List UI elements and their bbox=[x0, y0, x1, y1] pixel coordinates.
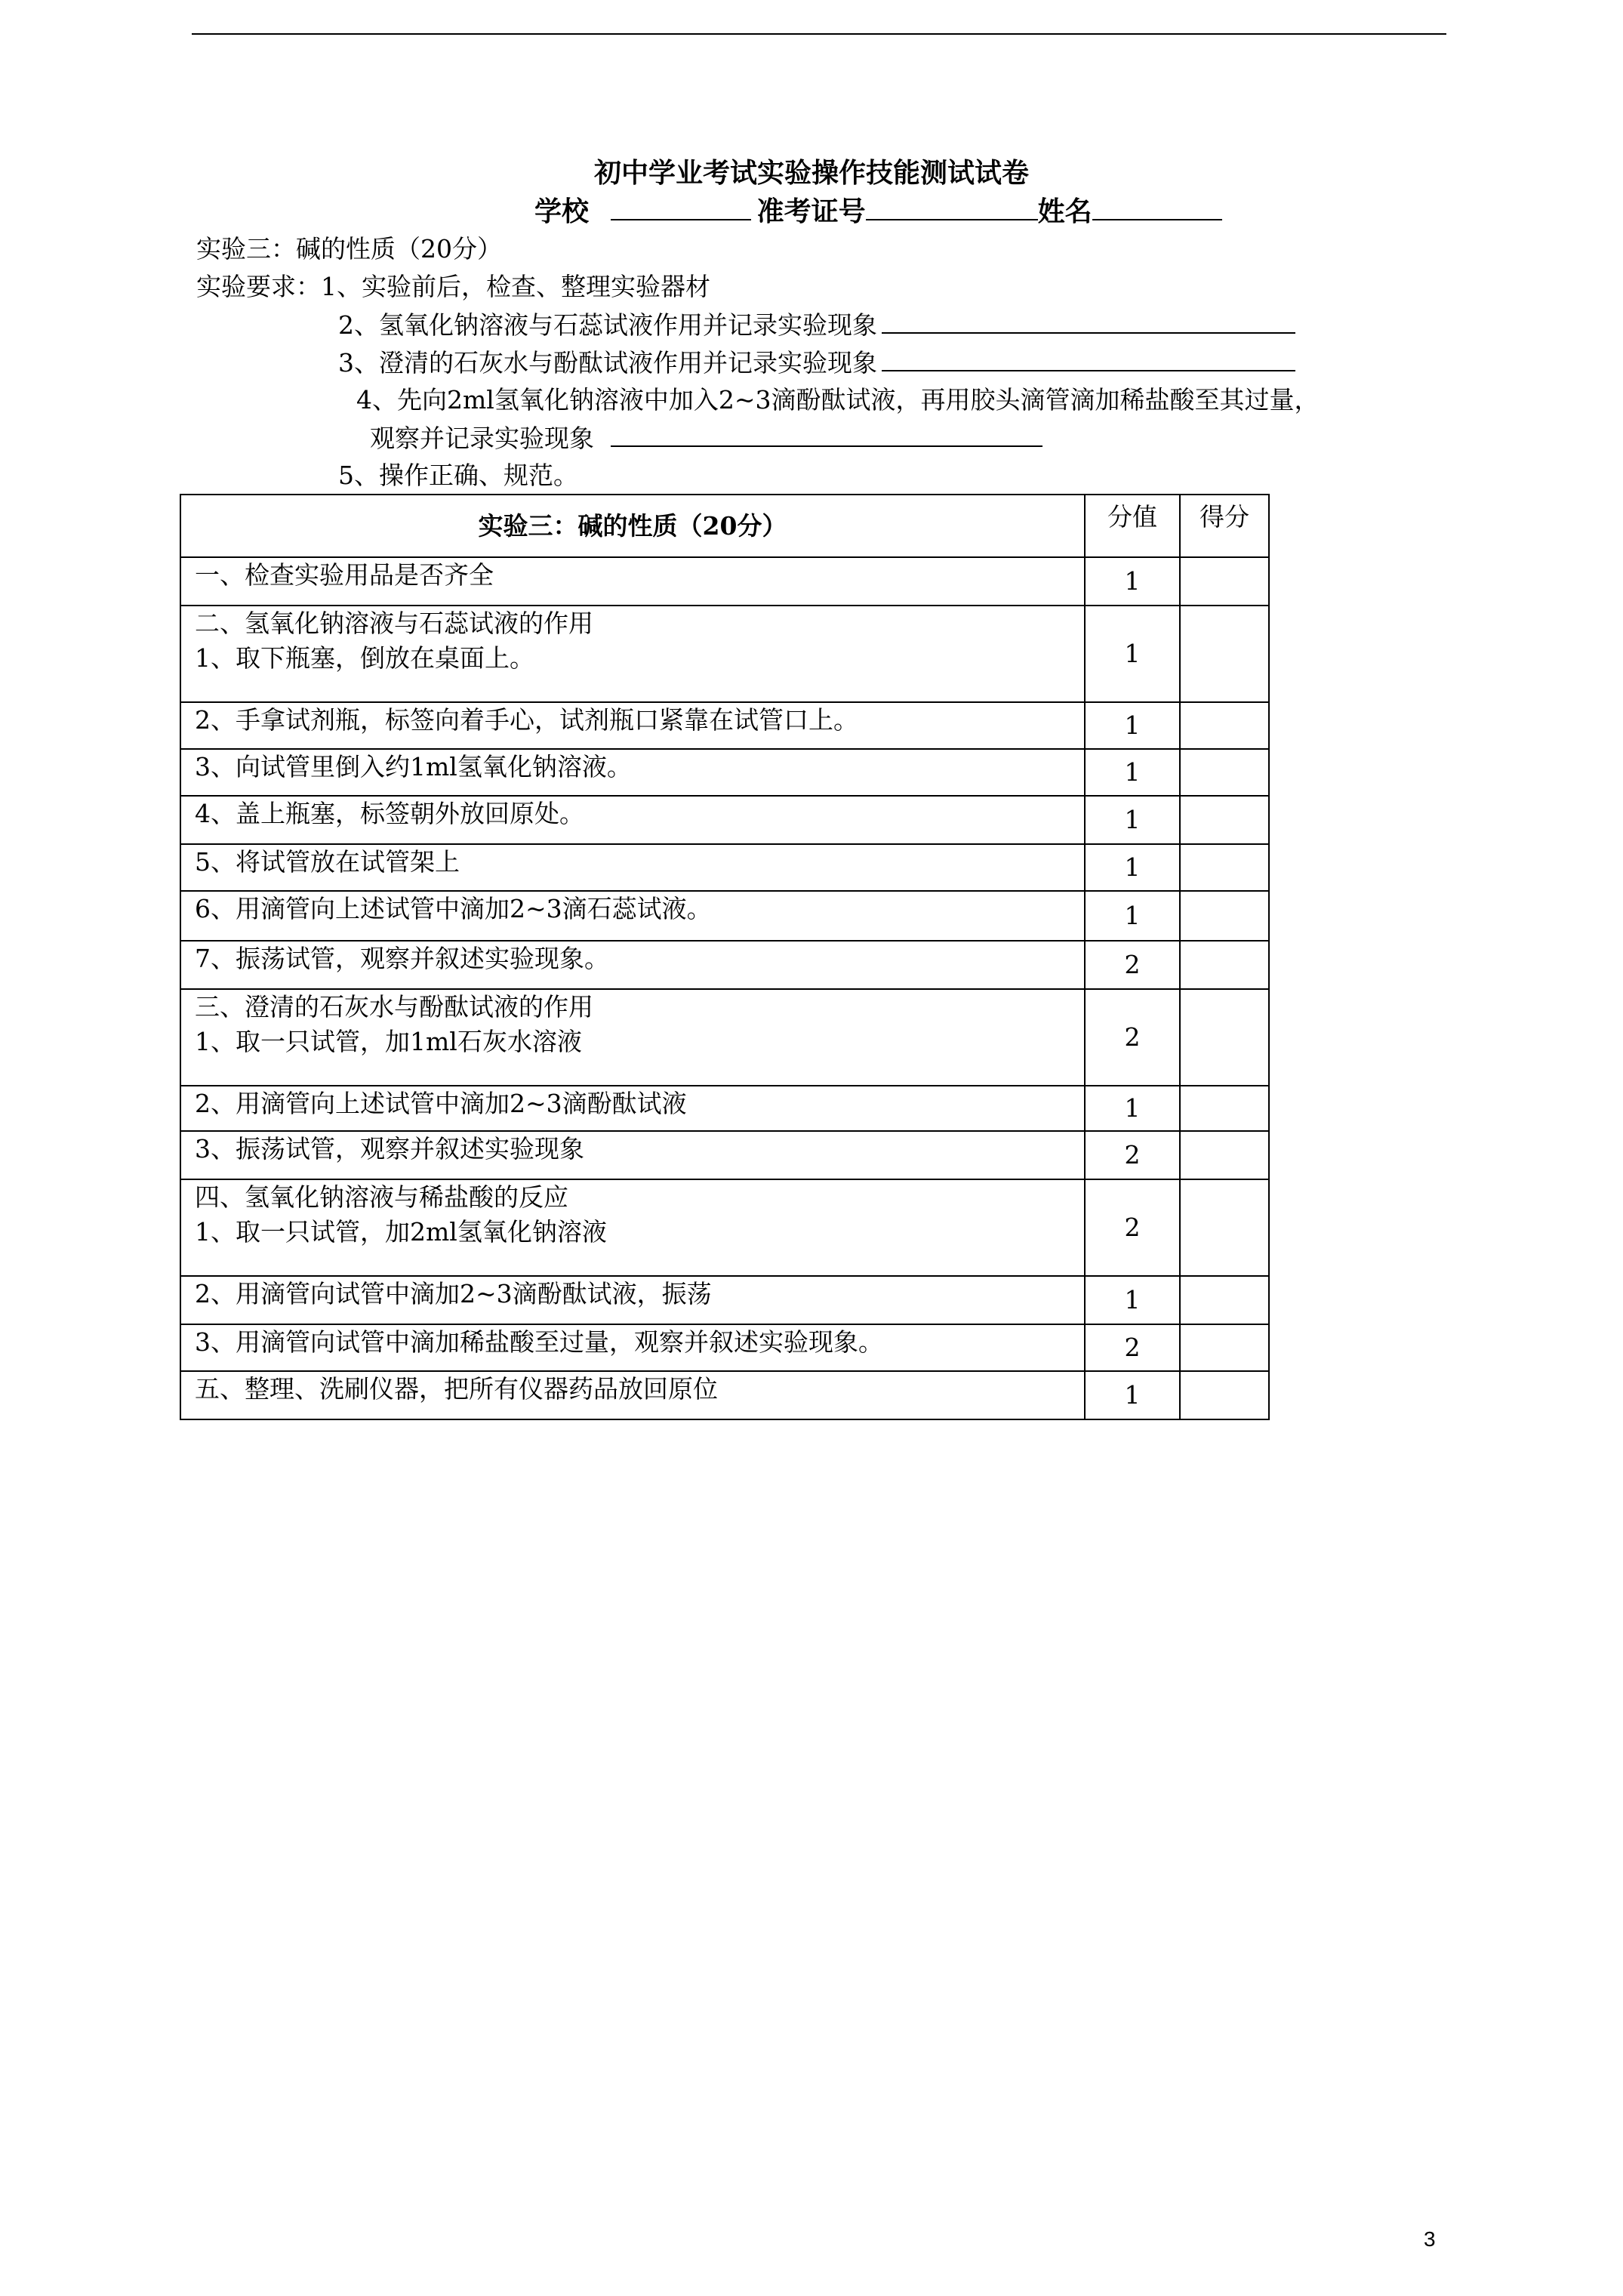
score-cell[interactable] bbox=[1180, 1179, 1269, 1276]
item-text: 7、振荡试管，观察并叙述实验现象。 bbox=[195, 944, 609, 973]
points-cell: 1 bbox=[1085, 1371, 1180, 1419]
requirements-label: 实验要求： bbox=[196, 272, 321, 301]
observation-field[interactable] bbox=[882, 344, 1295, 371]
page-number: 3 bbox=[1424, 2227, 1436, 2251]
item-cell bbox=[180, 844, 1085, 891]
points-cell: 2 bbox=[1085, 1179, 1180, 1276]
item-cell bbox=[180, 891, 1085, 941]
item-text: 3、振荡试管，观察并叙述实验现象 bbox=[195, 1134, 584, 1163]
points-cell: 1 bbox=[1085, 1086, 1180, 1131]
item-text: 1、取一只试管，加2ml氢氧化钠溶液 bbox=[195, 1217, 607, 1247]
points-cell: 1 bbox=[1085, 1276, 1180, 1324]
points-cell: 1 bbox=[1085, 796, 1180, 844]
points-cell: 1 bbox=[1085, 606, 1180, 702]
score-cell[interactable] bbox=[1180, 1324, 1269, 1371]
points-cell: 1 bbox=[1085, 844, 1180, 891]
points-cell: 1 bbox=[1085, 891, 1180, 941]
score-cell[interactable] bbox=[1180, 891, 1269, 941]
table-header-row bbox=[180, 495, 1269, 557]
requirement-line-4: 4、先向2ml氢氧化钠溶液中加入2~3滴酚酞试液，再用胶头滴管滴加稀盐酸至其过量， bbox=[356, 385, 1320, 415]
table-row bbox=[180, 1086, 1269, 1131]
score-cell[interactable] bbox=[1180, 557, 1269, 606]
points-cell: 2 bbox=[1085, 989, 1180, 1086]
requirement-text: 3、澄清的石灰水与酚酞试液作用并记录实验现象 bbox=[338, 348, 877, 378]
item-cell bbox=[180, 1324, 1085, 1371]
item-cell bbox=[180, 1371, 1085, 1419]
table-row bbox=[180, 844, 1269, 891]
score-cell[interactable] bbox=[1180, 989, 1269, 1086]
score-cell[interactable] bbox=[1180, 796, 1269, 844]
item-text: 2、用滴管向试管中滴加2~3滴酚酞试液，振荡 bbox=[195, 1279, 712, 1308]
table-row bbox=[180, 796, 1269, 844]
requirement-line-3 bbox=[338, 344, 1295, 381]
item-text: 二、氢氧化钠溶液与石蕊试液的作用 bbox=[195, 609, 593, 638]
table-row bbox=[180, 1371, 1269, 1419]
item-cell bbox=[180, 1086, 1085, 1131]
score-cell[interactable] bbox=[1180, 1131, 1269, 1179]
points-cell: 2 bbox=[1085, 1131, 1180, 1179]
item-text: 6、用滴管向上述试管中滴加2~3滴石蕊试液。 bbox=[195, 894, 712, 923]
observation-field[interactable] bbox=[882, 307, 1295, 334]
requirement-text: 观察并记录实验现象 bbox=[370, 424, 594, 453]
requirement-line-2 bbox=[338, 307, 1295, 344]
table-row bbox=[180, 1324, 1269, 1371]
points-cell: 2 bbox=[1085, 1324, 1180, 1371]
school-field[interactable] bbox=[611, 192, 751, 220]
item-cell bbox=[180, 557, 1085, 606]
points-cell: 1 bbox=[1085, 702, 1180, 749]
item-text: 3、用滴管向试管中滴加稀盐酸至过量，观察并叙述实验现象。 bbox=[195, 1327, 883, 1357]
experiment-heading: 实验三：碱的性质（20分） bbox=[196, 234, 502, 264]
points-header: 分值 bbox=[1085, 495, 1180, 557]
item-text: 4、盖上瓶塞，标签朝外放回原处。 bbox=[195, 799, 584, 828]
item-cell bbox=[180, 749, 1085, 796]
score-cell[interactable] bbox=[1180, 844, 1269, 891]
score-cell[interactable] bbox=[1180, 941, 1269, 989]
info-line bbox=[534, 192, 1222, 230]
item-text: 1、取一只试管，加1ml石灰水溶液 bbox=[195, 1027, 582, 1056]
item-cell bbox=[180, 606, 1085, 702]
item-text: 2、手拿试剂瓶，标签向着手心，试剂瓶口紧靠在试管口上。 bbox=[195, 705, 858, 735]
table-row bbox=[180, 1276, 1269, 1324]
requirement-line-4-cont bbox=[370, 420, 1042, 457]
item-cell bbox=[180, 941, 1085, 989]
item-text: 5、将试管放在试管架上 bbox=[195, 847, 460, 877]
name-label: 姓名 bbox=[1037, 196, 1092, 227]
table-row bbox=[180, 557, 1269, 606]
item-text: 1、取下瓶塞，倒放在桌面上。 bbox=[195, 643, 534, 673]
item-cell bbox=[180, 1276, 1085, 1324]
item-text: 3、向试管里倒入约1ml氢氧化钠溶液。 bbox=[195, 752, 632, 781]
name-field[interactable] bbox=[1092, 192, 1222, 220]
table-row bbox=[180, 749, 1269, 796]
requirement-line-1 bbox=[196, 269, 710, 305]
table-row bbox=[180, 941, 1269, 989]
table-row bbox=[180, 989, 1269, 1086]
item-cell bbox=[180, 989, 1085, 1086]
points-cell: 1 bbox=[1085, 557, 1180, 606]
item-cell bbox=[180, 796, 1085, 844]
observation-field[interactable] bbox=[611, 420, 1042, 447]
points-cell: 1 bbox=[1085, 749, 1180, 796]
table-row bbox=[180, 1179, 1269, 1276]
item-text: 一、检查实验用品是否齐全 bbox=[195, 560, 494, 590]
requirement-line-5: 5、操作正确、规范。 bbox=[338, 461, 578, 490]
document-title: 初中学业考试实验操作技能测试试卷 bbox=[593, 157, 1029, 189]
table-row bbox=[180, 702, 1269, 749]
score-cell[interactable] bbox=[1180, 1086, 1269, 1131]
exam-id-label: 准考证号 bbox=[756, 196, 866, 227]
requirement-text: 2、氢氧化钠溶液与石蕊试液作用并记录实验现象 bbox=[338, 310, 877, 340]
points-cell: 2 bbox=[1085, 941, 1180, 989]
item-text: 三、澄清的石灰水与酚酞试液的作用 bbox=[195, 992, 593, 1022]
item-cell bbox=[180, 702, 1085, 749]
score-header: 得分 bbox=[1180, 495, 1269, 557]
scoring-table bbox=[180, 494, 1270, 1420]
item-text: 四、氢氧化钠溶液与稀盐酸的反应 bbox=[195, 1182, 568, 1212]
school-label: 学校 bbox=[534, 196, 590, 227]
item-text: 2、用滴管向上述试管中滴加2~3滴酚酞试液 bbox=[195, 1089, 687, 1118]
score-cell[interactable] bbox=[1180, 606, 1269, 702]
table-row bbox=[180, 1131, 1269, 1179]
item-cell bbox=[180, 1179, 1085, 1276]
score-cell[interactable] bbox=[1180, 1276, 1269, 1324]
exam-id-field[interactable] bbox=[866, 192, 1038, 220]
requirement-text: 1、实验前后，检查、整理实验器材 bbox=[321, 272, 710, 301]
table-row bbox=[180, 891, 1269, 941]
item-cell bbox=[180, 1131, 1085, 1179]
score-cell[interactable] bbox=[1180, 702, 1269, 749]
table-row bbox=[180, 606, 1269, 702]
top-rule bbox=[192, 33, 1446, 35]
score-cell[interactable] bbox=[1180, 1371, 1269, 1419]
table-title-cell: 实验三：碱的性质（20分） bbox=[180, 495, 1085, 557]
item-text: 五、整理、洗刷仪器，把所有仪器药品放回原位 bbox=[195, 1374, 718, 1404]
score-cell[interactable] bbox=[1180, 749, 1269, 796]
